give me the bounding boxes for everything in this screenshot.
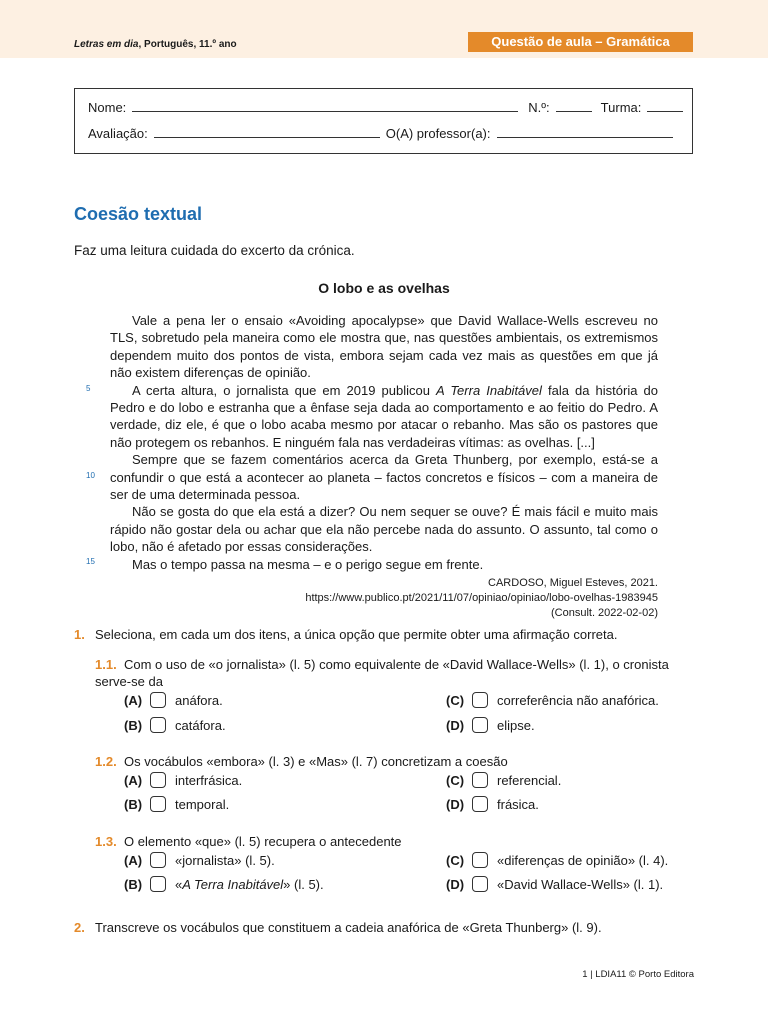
question-1-number: 1. <box>74 627 85 642</box>
paragraph-5: Mas o tempo passa na mesma – e o perigo segue em frente. <box>132 556 484 572</box>
item-1-1-number: 1.1. <box>95 657 117 672</box>
book-title: Letras em dia, Português, 11.º ano <box>74 39 237 50</box>
option-1-1-d: (D) elipse. <box>446 717 535 733</box>
option-1-3-a: (A) «jornalista» (l. 5). <box>124 852 275 868</box>
checkbox[interactable] <box>472 852 488 868</box>
class-field[interactable] <box>647 110 683 112</box>
item-1-2-number: 1.2. <box>95 754 117 769</box>
line-number-10: 10 <box>86 471 95 480</box>
chronicle-excerpt <box>110 312 658 573</box>
name-field[interactable] <box>132 110 518 112</box>
checkbox[interactable] <box>150 876 166 892</box>
checkbox[interactable] <box>472 692 488 708</box>
paragraph-3: Sempre que se fazem comentários acerca da Greta Thunberg, por exemplo, está-se a confundir o que está a acontecer ao planeta – factos concretos e físicos – com a maneira de ser de uma determinada pessoa. <box>110 452 658 503</box>
evaluation-field[interactable] <box>154 136 380 138</box>
checkbox[interactable] <box>150 796 166 812</box>
checkbox[interactable] <box>150 852 166 868</box>
option-1-2-d: (D) frásica. <box>446 796 539 812</box>
class-label: Turma: <box>600 100 642 115</box>
checkbox[interactable] <box>150 692 166 708</box>
source-citation: CARDOSO, Miguel Esteves, 2021. https://www.publico.pt/2021/11/07/opiniao/opiniao/lobo-ovelhas-1983945 (Consult. 2022-02-02) <box>305 577 658 619</box>
question-2-number: 2. <box>74 920 85 935</box>
number-field[interactable] <box>556 110 592 112</box>
checkbox[interactable] <box>472 772 488 788</box>
item-1-1-text: Com o uso de «o jornalista» (l. 5) como equivalente de «David Wallace-Wells» (l. 1), o cronista serve-se da <box>95 657 669 689</box>
item-1-3-text: O elemento «que» (l. 5) recupera o antecedente <box>124 834 402 849</box>
option-1-3-d: (D) «David Wallace-Wells» (l. 1). <box>446 876 664 892</box>
paragraph-2: A certa altura, o jornalista que em 2019 publicou A Terra Inabitável fala da história do Pedro e do lobo e estranha que a ênfase seja dada ao comportamento e ao feitio do Pedro. A verdade, diz ele, é que o lobo acaba mesmo por atacar o rebanho. Mas são os pastores que não protegem os rebanhos. E ninguém fala nas verdadeiras vítimas: as ovelhas. [...] <box>110 382 659 450</box>
paragraph-1: Vale a pena ler o ensaio «Avoiding apocalypse» que David Wallace-Wells escreveu no TLS, sobretudo pela maneira como ele mostra que, nas questões ambientais, os extremismos dependem muito dos pontos de vista, embora sejam cada vez mais as questões em que já não existem diferenças de opinião. <box>110 313 658 381</box>
item-1-3 <box>95 833 402 850</box>
line-number-5: 5 <box>86 384 91 393</box>
item-1-3-number: 1.3. <box>95 834 117 849</box>
item-1-1 <box>95 656 695 690</box>
option-1-2-c: (C) referencial. <box>446 772 562 788</box>
item-1-2 <box>95 753 508 770</box>
student-id-box <box>74 88 693 154</box>
paragraph-4: Não se gosta do que ela está a dizer? Ou nem sequer se ouve? É mais fácil e muito mais rápido não gostar dela ou achar que ela não percebe nada do assunto. O assunto, tal como o lobo, não é afetado por essas considerações. <box>110 504 658 555</box>
name-row <box>88 100 689 115</box>
checkbox[interactable] <box>150 717 166 733</box>
option-1-1-a: (A) anáfora. <box>124 692 223 708</box>
checkbox[interactable] <box>150 772 166 788</box>
text-title: O lobo e as ovelhas <box>318 280 450 296</box>
item-1-2-text: Os vocábulos «embora» (l. 3) e «Mas» (l. 7) concretizam a coesão <box>124 754 508 769</box>
option-1-2-a: (A) interfrásica. <box>124 772 243 788</box>
section-title: Coesão textual <box>74 204 203 224</box>
question-1 <box>74 626 617 643</box>
option-1-3-b: (B) « A Terra Inabitável » (l. 5). <box>124 876 324 892</box>
checkbox[interactable] <box>472 796 488 812</box>
question-2 <box>74 919 602 936</box>
teacher-field[interactable] <box>497 136 673 138</box>
evaluation-row <box>88 126 679 141</box>
intro-instruction: Faz uma leitura cuidada do excerto da crónica. <box>74 243 355 258</box>
number-label: N.º: <box>528 100 550 115</box>
page-footer: 1 | LDIA11 © Porto Editora <box>582 969 694 980</box>
option-1-3-c: (C) «diferenças de opinião» (l. 4). <box>446 852 669 868</box>
line-number-15: 15 <box>86 557 95 566</box>
checkbox[interactable] <box>472 717 488 733</box>
question-1-text: Seleciona, em cada um dos itens, a única opção que permite obter uma afirmação correta. <box>95 627 618 642</box>
option-1-1-b: (B) catáfora. <box>124 717 226 733</box>
worksheet-tag: Questão de aula – Gramática <box>468 32 693 52</box>
option-1-1-c: (C) correferência não anafórica. <box>446 692 659 708</box>
teacher-label: O(A) professor(a): <box>385 126 491 141</box>
question-2-text: Transcreve os vocábulos que constituem a cadeia anafórica de «Greta Thunberg» (l. 9). <box>95 920 602 935</box>
checkbox[interactable] <box>472 876 488 892</box>
evaluation-label: Avaliação: <box>88 126 148 141</box>
option-1-2-b: (B) temporal. <box>124 796 230 812</box>
name-label: Nome: <box>88 100 127 115</box>
